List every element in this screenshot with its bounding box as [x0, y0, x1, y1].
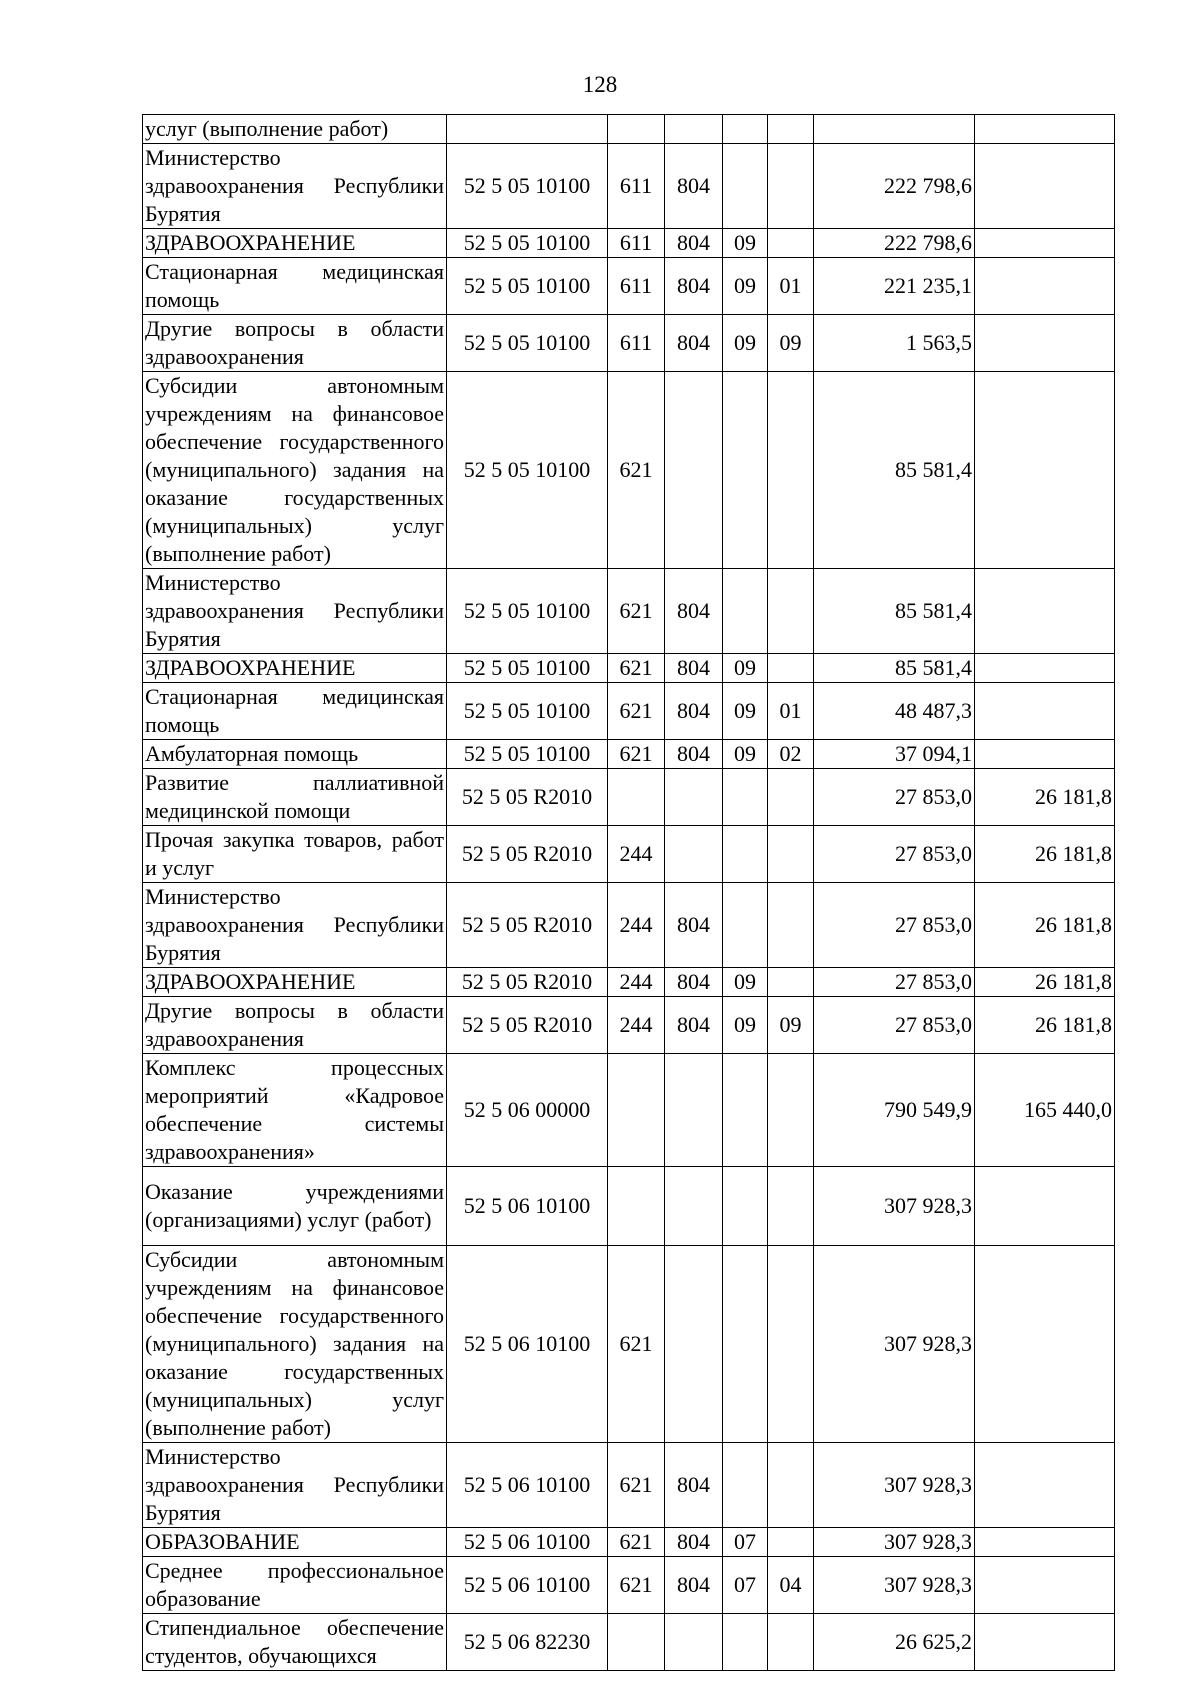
target-article-code-cell: 52 5 05 10100 — [447, 683, 608, 740]
subsection-code-cell — [768, 1246, 814, 1443]
expense-type-cell: 611 — [608, 258, 665, 315]
expense-type-cell: 621 — [608, 1528, 665, 1557]
table-row — [143, 372, 1115, 569]
target-article-code-cell: 52 5 05 10100 — [447, 372, 608, 569]
expense-type-cell — [608, 115, 665, 144]
subsection-code-cell — [768, 968, 814, 997]
page-number: 128 — [582, 72, 618, 97]
table-row — [143, 769, 1115, 826]
amount-total-cell: 48 487,3 — [814, 683, 975, 740]
row-name-cell: услуг (выполнение работ) — [143, 115, 447, 144]
expense-type-cell — [608, 1054, 665, 1167]
subsection-code-cell: 09 — [768, 315, 814, 372]
table-row — [143, 1443, 1115, 1528]
expense-type-cell — [608, 1167, 665, 1246]
target-article-code-cell: 52 5 05 10100 — [447, 258, 608, 315]
expense-type-cell: 621 — [608, 1443, 665, 1528]
expense-type-cell — [608, 769, 665, 826]
subsection-code-cell: 01 — [768, 683, 814, 740]
amount-total-cell: 307 928,3 — [814, 1246, 975, 1443]
subsection-code-cell: 04 — [768, 1557, 814, 1614]
amount-total-cell: 27 853,0 — [814, 769, 975, 826]
subsection-code-cell — [768, 1443, 814, 1528]
amount-total-cell: 27 853,0 — [814, 997, 975, 1054]
subsection-code-cell — [768, 372, 814, 569]
ministry-code-cell: 804 — [665, 883, 723, 968]
table-row — [143, 144, 1115, 229]
ministry-code-cell: 804 — [665, 569, 723, 654]
ministry-code-cell — [665, 115, 723, 144]
ministry-code-cell — [665, 1054, 723, 1167]
ministry-code-cell: 804 — [665, 258, 723, 315]
expense-type-cell: 621 — [608, 569, 665, 654]
amount-federal-cell — [975, 569, 1115, 654]
section-code-cell — [723, 569, 768, 654]
row-name-cell: Субсидии автономным учреждениям на финансовое обеспечение государственного (муниципального) задания на оказание государственных (муниципальных) услуг (выполнение работ) — [143, 372, 447, 569]
table-row — [143, 1528, 1115, 1557]
amount-federal-cell: 26 181,8 — [975, 769, 1115, 826]
amount-total-cell: 37 094,1 — [814, 740, 975, 769]
table-row — [143, 258, 1115, 315]
section-code-cell — [723, 1443, 768, 1528]
amount-federal-cell: 26 181,8 — [975, 997, 1115, 1054]
section-code-cell: 09 — [723, 315, 768, 372]
amount-total-cell: 1 563,5 — [814, 315, 975, 372]
amount-federal-cell — [975, 1614, 1115, 1671]
target-article-code-cell: 52 5 05 R2010 — [447, 883, 608, 968]
amount-total-cell: 27 853,0 — [814, 826, 975, 883]
table-row — [143, 115, 1115, 144]
expense-type-cell: 621 — [608, 372, 665, 569]
row-name-cell: Стационарная медицинская помощь — [143, 258, 447, 315]
expense-type-cell: 244 — [608, 997, 665, 1054]
row-name-cell: Субсидии автономным учреждениям на финансовое обеспечение государственного (муниципального) задания на оказание государственных (муниципальных) услуг (выполнение работ) — [143, 1246, 447, 1443]
amount-federal-cell — [975, 683, 1115, 740]
expense-type-cell: 621 — [608, 654, 665, 683]
section-code-cell — [723, 826, 768, 883]
expense-type-cell: 611 — [608, 229, 665, 258]
amount-federal-cell — [975, 1167, 1115, 1246]
row-name-cell: Среднее профессиональное образование — [143, 1557, 447, 1614]
section-code-cell: 09 — [723, 258, 768, 315]
target-article-code-cell: 52 5 05 10100 — [447, 144, 608, 229]
table-row — [143, 826, 1115, 883]
amount-total-cell: 307 928,3 — [814, 1557, 975, 1614]
amount-federal-cell: 26 181,8 — [975, 826, 1115, 883]
subsection-code-cell — [768, 769, 814, 826]
expense-type-cell: 621 — [608, 740, 665, 769]
target-article-code-cell: 52 5 06 10100 — [447, 1246, 608, 1443]
amount-federal-cell — [975, 654, 1115, 683]
row-name-cell: ОБРАЗОВАНИЕ — [143, 1528, 447, 1557]
section-code-cell: 09 — [723, 968, 768, 997]
amount-federal-cell — [975, 115, 1115, 144]
row-name-cell: Министерство здравоохранения Республики Бурятия — [143, 569, 447, 654]
row-name-cell: Стационарная медицинская помощь — [143, 683, 447, 740]
amount-total-cell: 85 581,4 — [814, 654, 975, 683]
target-article-code-cell: 52 5 06 00000 — [447, 1054, 608, 1167]
table-row — [143, 1614, 1115, 1671]
row-name-cell: Комплекс процессных мероприятий «Кадровое обеспечение системы здравоохранения» — [143, 1054, 447, 1167]
amount-total-cell: 222 798,6 — [814, 144, 975, 229]
amount-federal-cell — [975, 229, 1115, 258]
section-code-cell: 09 — [723, 997, 768, 1054]
section-code-cell — [723, 372, 768, 569]
table-row — [143, 683, 1115, 740]
subsection-code-cell: 09 — [768, 997, 814, 1054]
ministry-code-cell — [665, 769, 723, 826]
budget-table — [142, 114, 1115, 1671]
row-name-cell: Министерство здравоохранения Республики Бурятия — [143, 144, 447, 229]
row-name-cell: Амбулаторная помощь — [143, 740, 447, 769]
target-article-code-cell: 52 5 06 10100 — [447, 1557, 608, 1614]
row-name-cell: Оказание учреждениями (организациями) услуг (работ) — [143, 1167, 447, 1246]
table-row — [143, 1246, 1115, 1443]
expense-type-cell: 611 — [608, 144, 665, 229]
target-article-code-cell: 52 5 05 R2010 — [447, 968, 608, 997]
amount-total-cell: 85 581,4 — [814, 372, 975, 569]
row-name-cell: Стипендиальное обеспечение студентов, обучающихся — [143, 1614, 447, 1671]
table-row — [143, 1167, 1115, 1246]
target-article-code-cell: 52 5 06 10100 — [447, 1167, 608, 1246]
row-name-cell: ЗДРАВООХРАНЕНИЕ — [143, 229, 447, 258]
amount-federal-cell — [975, 258, 1115, 315]
ministry-code-cell — [665, 1614, 723, 1671]
subsection-code-cell — [768, 826, 814, 883]
amount-federal-cell — [975, 740, 1115, 769]
subsection-code-cell — [768, 115, 814, 144]
target-article-code-cell: 52 5 06 10100 — [447, 1443, 608, 1528]
amount-federal-cell: 26 181,8 — [975, 968, 1115, 997]
table-row — [143, 1054, 1115, 1167]
subsection-code-cell — [768, 229, 814, 258]
table-row — [143, 740, 1115, 769]
amount-total-cell: 85 581,4 — [814, 569, 975, 654]
section-code-cell — [723, 1246, 768, 1443]
ministry-code-cell — [665, 1167, 723, 1246]
row-name-cell: Другие вопросы в области здравоохранения — [143, 997, 447, 1054]
expense-type-cell: 611 — [608, 315, 665, 372]
ministry-code-cell — [665, 826, 723, 883]
table-row — [143, 968, 1115, 997]
table-row — [143, 229, 1115, 258]
target-article-code-cell: 52 5 06 10100 — [447, 1528, 608, 1557]
target-article-code-cell: 52 5 06 82230 — [447, 1614, 608, 1671]
row-name-cell: ЗДРАВООХРАНЕНИЕ — [143, 654, 447, 683]
section-code-cell — [723, 1054, 768, 1167]
table-row — [143, 997, 1115, 1054]
subsection-code-cell: 02 — [768, 740, 814, 769]
subsection-code-cell — [768, 144, 814, 229]
section-code-cell — [723, 883, 768, 968]
expense-type-cell: 621 — [608, 683, 665, 740]
amount-total-cell: 26 625,2 — [814, 1614, 975, 1671]
subsection-code-cell — [768, 654, 814, 683]
subsection-code-cell — [768, 1054, 814, 1167]
subsection-code-cell — [768, 569, 814, 654]
amount-total-cell — [814, 115, 975, 144]
target-article-code-cell: 52 5 05 R2010 — [447, 769, 608, 826]
expense-type-cell: 244 — [608, 968, 665, 997]
amount-federal-cell — [975, 315, 1115, 372]
target-article-code-cell: 52 5 05 10100 — [447, 740, 608, 769]
target-article-code-cell — [447, 115, 608, 144]
amount-federal-cell — [975, 1246, 1115, 1443]
ministry-code-cell: 804 — [665, 315, 723, 372]
section-code-cell: 09 — [723, 683, 768, 740]
target-article-code-cell: 52 5 05 R2010 — [447, 826, 608, 883]
expense-type-cell: 244 — [608, 883, 665, 968]
table-body — [143, 115, 1115, 1671]
subsection-code-cell — [768, 1614, 814, 1671]
ministry-code-cell: 804 — [665, 997, 723, 1054]
ministry-code-cell: 804 — [665, 654, 723, 683]
section-code-cell: 09 — [723, 740, 768, 769]
ministry-code-cell: 804 — [665, 683, 723, 740]
target-article-code-cell: 52 5 05 10100 — [447, 229, 608, 258]
table-row — [143, 654, 1115, 683]
subsection-code-cell: 01 — [768, 258, 814, 315]
target-article-code-cell: 52 5 05 10100 — [447, 315, 608, 372]
ministry-code-cell: 804 — [665, 1557, 723, 1614]
amount-total-cell: 790 549,9 — [814, 1054, 975, 1167]
amount-total-cell: 307 928,3 — [814, 1443, 975, 1528]
ministry-code-cell: 804 — [665, 1443, 723, 1528]
row-name-cell: Прочая закупка товаров, работ и услуг — [143, 826, 447, 883]
expense-type-cell — [608, 1614, 665, 1671]
section-code-cell — [723, 115, 768, 144]
subsection-code-cell — [768, 883, 814, 968]
section-code-cell: 09 — [723, 654, 768, 683]
amount-total-cell: 221 235,1 — [814, 258, 975, 315]
amount-total-cell: 222 798,6 — [814, 229, 975, 258]
ministry-code-cell: 804 — [665, 740, 723, 769]
section-code-cell — [723, 144, 768, 229]
amount-federal-cell: 26 181,8 — [975, 883, 1115, 968]
expense-type-cell: 621 — [608, 1557, 665, 1614]
subsection-code-cell — [768, 1167, 814, 1246]
subsection-code-cell — [768, 1528, 814, 1557]
amount-federal-cell — [975, 144, 1115, 229]
section-code-cell: 07 — [723, 1528, 768, 1557]
amount-federal-cell — [975, 1557, 1115, 1614]
amount-federal-cell: 165 440,0 — [975, 1054, 1115, 1167]
expense-type-cell: 621 — [608, 1246, 665, 1443]
amount-federal-cell — [975, 372, 1115, 569]
ministry-code-cell: 804 — [665, 968, 723, 997]
expense-type-cell: 244 — [608, 826, 665, 883]
target-article-code-cell: 52 5 05 10100 — [447, 654, 608, 683]
amount-total-cell: 27 853,0 — [814, 883, 975, 968]
section-code-cell: 07 — [723, 1557, 768, 1614]
row-name-cell: ЗДРАВООХРАНЕНИЕ — [143, 968, 447, 997]
table-row — [143, 1557, 1115, 1614]
table-row — [143, 315, 1115, 372]
table-row — [143, 569, 1115, 654]
section-code-cell — [723, 1614, 768, 1671]
amount-federal-cell — [975, 1528, 1115, 1557]
ministry-code-cell: 804 — [665, 1528, 723, 1557]
amount-total-cell: 27 853,0 — [814, 968, 975, 997]
row-name-cell: Другие вопросы в области здравоохранения — [143, 315, 447, 372]
section-code-cell: 09 — [723, 229, 768, 258]
row-name-cell: Министерство здравоохранения Республики Бурятия — [143, 883, 447, 968]
row-name-cell: Министерство здравоохранения Республики Бурятия — [143, 1443, 447, 1528]
ministry-code-cell — [665, 372, 723, 569]
target-article-code-cell: 52 5 05 10100 — [447, 569, 608, 654]
ministry-code-cell: 804 — [665, 144, 723, 229]
row-name-cell: Развитие паллиативной медицинской помощи — [143, 769, 447, 826]
ministry-code-cell — [665, 1246, 723, 1443]
target-article-code-cell: 52 5 05 R2010 — [447, 997, 608, 1054]
amount-total-cell: 307 928,3 — [814, 1167, 975, 1246]
ministry-code-cell: 804 — [665, 229, 723, 258]
amount-total-cell: 307 928,3 — [814, 1528, 975, 1557]
amount-federal-cell — [975, 1443, 1115, 1528]
section-code-cell — [723, 1167, 768, 1246]
section-code-cell — [723, 769, 768, 826]
table-row — [143, 883, 1115, 968]
